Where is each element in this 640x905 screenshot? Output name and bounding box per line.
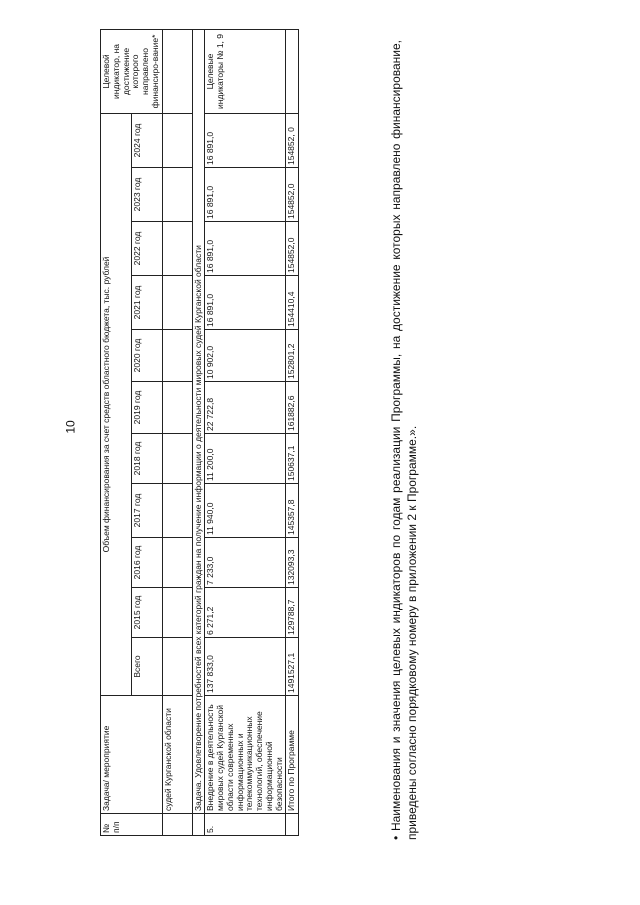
total-value: 132093,3 <box>286 538 299 588</box>
row-value: 10 902,0 <box>205 330 286 382</box>
header-indicator: Целевой индикатор, на достижение которого направлено финансиро-вание* <box>101 29 163 113</box>
header-year: 2019 год <box>131 382 162 434</box>
total-value: 154852, 0 <box>286 113 299 167</box>
header-year: 2018 год <box>131 434 162 484</box>
row-value: 16 891,0 <box>205 168 286 222</box>
header-year: 2021 год <box>131 276 162 330</box>
row-value: 16 891,0 <box>205 276 286 330</box>
header-funding: Объем финансирования за счет средств областного бюджета, тыс. рублей <box>101 113 132 695</box>
header-year: 2023 год <box>131 168 162 222</box>
total-indicator <box>286 29 299 113</box>
total-label: Итого по Программе <box>286 696 299 814</box>
row-indicator: Целевые индикаторы № 1, 9 <box>205 29 286 113</box>
total-sum: 1491527,1 <box>286 638 299 696</box>
row-value: 7 233,0 <box>205 538 286 588</box>
rotated-table-area <box>100 30 390 836</box>
header-year: 2024 год <box>131 113 162 167</box>
total-value: 152801,2 <box>286 330 299 382</box>
header-task: Задача/ мероприятие <box>101 696 163 814</box>
total-value: 161882,6 <box>286 382 299 434</box>
table-row <box>192 29 205 835</box>
header-year: 2015 год <box>131 588 162 638</box>
cont-task: судей Курганской области <box>162 696 192 814</box>
total-value: 154852,0 <box>286 168 299 222</box>
header-year: 2020 год <box>131 330 162 382</box>
page-number: 10 <box>63 420 78 434</box>
header-year: 2016 год <box>131 538 162 588</box>
header-year: 2017 год <box>131 484 162 538</box>
footnote-text: • Наименования и значения целевых индикаторов по годам реализации Программы, на достижение которых направлено финансирование, приведены согласно порядковому номеру в приложении 2 к Программе.». <box>389 40 419 840</box>
row-num: 5. <box>205 814 286 836</box>
total-value: 145357,8 <box>286 484 299 538</box>
table-row <box>205 29 286 835</box>
header-total: Всего <box>131 638 162 696</box>
table-row <box>162 29 192 835</box>
row-value: 22 722,8 <box>205 382 286 434</box>
header-num: № п/п <box>101 814 163 836</box>
funding-table <box>100 29 299 836</box>
total-value: 154410,4 <box>286 276 299 330</box>
task-description: Задача. Удовлетворение потребностей всех категорий граждан на получение информации о деятельности мировых судей Курганской области <box>192 29 205 813</box>
table-cell <box>162 814 192 836</box>
total-value: 150637,1 <box>286 434 299 484</box>
row-value: 11 200,0 <box>205 434 286 484</box>
table-cell <box>192 814 205 836</box>
row-total: 137 833,0 <box>205 638 286 696</box>
header-year: 2022 год <box>131 222 162 276</box>
row-value: 16 891,0 <box>205 113 286 167</box>
table-row <box>286 29 299 835</box>
row-value: 16 891,0 <box>205 222 286 276</box>
total-value: 129788,7 <box>286 588 299 638</box>
row-value: 6 271,2 <box>205 588 286 638</box>
row-task: Внедрение в деятельность мировых судей Курганской области современных информационных и телекоммуникационных технологий, обеспечение информационной безопасности <box>205 696 286 814</box>
footnote-area <box>388 40 448 840</box>
row-value: 11 940,0 <box>205 484 286 538</box>
total-value: 154852,0 <box>286 222 299 276</box>
table-cell <box>286 814 299 836</box>
